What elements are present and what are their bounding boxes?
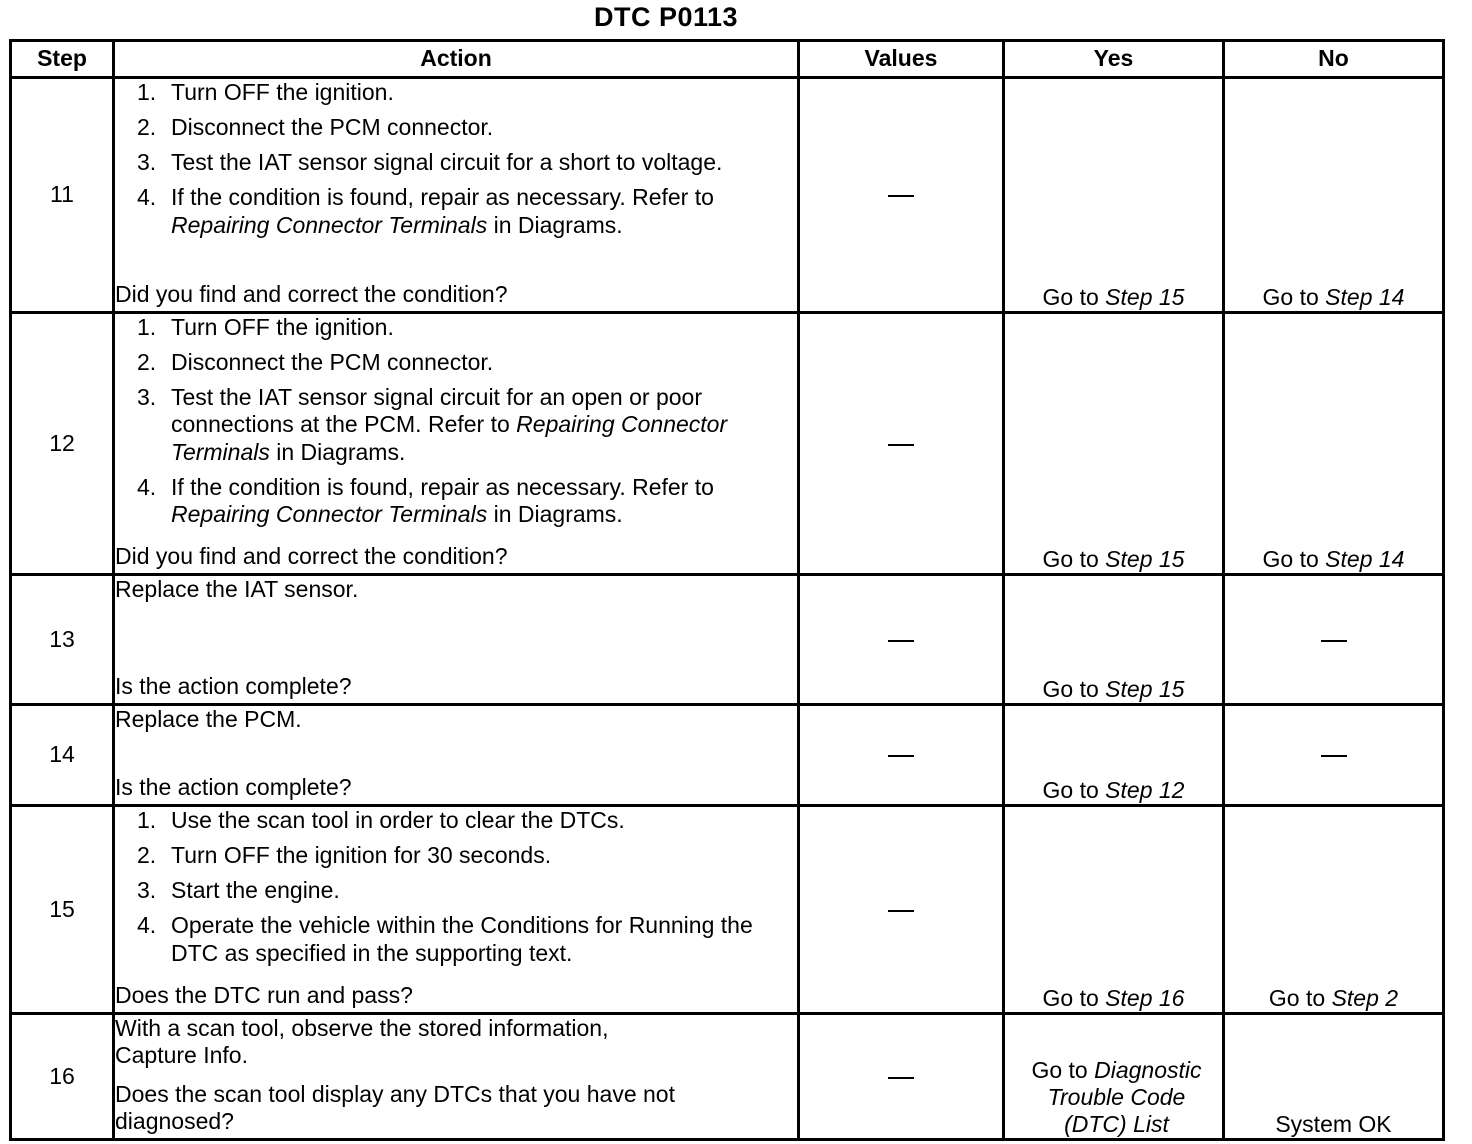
page-title: DTC P0113 (593, 2, 739, 32)
header-row (11, 41, 1444, 78)
step-number: 13 (11, 575, 114, 705)
list-item: 3. Test the IAT sensor signal circuit for an open or poor connections at the PCM. Refer to Repairing Connector Terminals in Diagrams. (137, 384, 728, 465)
yes-target: Step 15 (1105, 675, 1185, 702)
header-no: No (1224, 41, 1444, 78)
header-yes: Yes (1004, 41, 1224, 78)
table-row (11, 1014, 1444, 1140)
step-number: 12 (11, 313, 114, 575)
list-item: 4. If the condition is found, repair as necessary. Refer to Repairing Connector Terminals in Diagrams. (137, 184, 714, 238)
step-number: 16 (11, 1014, 114, 1140)
action-steps (115, 79, 797, 247)
question: Did you find and correct the condition? (115, 542, 508, 569)
list-item: 2. Turn OFF the ignition for 30 seconds. (137, 842, 552, 869)
question: Does the scan tool display any DTCs that you have not diagnosed? (115, 1080, 675, 1134)
yes-target: Diagnostic Trouble Code (DTC) List (1047, 1056, 1202, 1137)
table-row (11, 705, 1444, 806)
list-item: 4. Operate the vehicle within the Conditions for Running the DTC as specified in the supporting text. (137, 912, 753, 966)
em-dash (1321, 640, 1347, 642)
action-cell (114, 313, 799, 575)
table-row (11, 313, 1444, 575)
no-cell: Go to Step 2 (1224, 806, 1444, 1014)
step-number: 14 (11, 705, 114, 806)
yes-cell: Go to Step 15 (1004, 575, 1224, 705)
header-values: Values (799, 41, 1004, 78)
list-item: 1. Use the scan tool in order to clear the DTCs. (137, 807, 625, 833)
action-cell (114, 1014, 799, 1140)
em-dash (888, 1077, 914, 1079)
action-cell (114, 78, 799, 313)
step-number: 11 (11, 78, 114, 313)
values-cell (799, 313, 1004, 575)
yes-cell: Go to Step 12 (1004, 705, 1224, 806)
yes-cell: Go to Step 16 (1004, 806, 1224, 1014)
values-cell (799, 806, 1004, 1014)
instruction: Replace the PCM. (115, 706, 302, 732)
list-item: 3. Test the IAT sensor signal circuit for a short to voltage. (137, 149, 723, 176)
action-steps (115, 314, 797, 536)
list-item: 3. Start the engine. (137, 877, 340, 904)
yes-cell: Go to Step 15 (1004, 313, 1224, 575)
yes-cell: Go to Step 15 (1004, 78, 1224, 313)
no-cell: Go to Step 14 (1224, 78, 1444, 313)
values-cell (799, 575, 1004, 705)
step-number: 15 (11, 806, 114, 1014)
values-cell (799, 705, 1004, 806)
em-dash (888, 195, 914, 197)
yes-target: Step 15 (1105, 545, 1185, 572)
no-cell: System OK (1224, 1014, 1444, 1140)
instruction: With a scan tool, observe the stored information, Capture Info. (115, 1015, 609, 1069)
question: Is the action complete? (115, 773, 352, 800)
em-dash (888, 910, 914, 912)
question: Is the action complete? (115, 672, 352, 699)
em-dash (888, 755, 914, 757)
list-item: 1. Turn OFF the ignition. (137, 79, 394, 105)
question: Did you find and correct the condition? (115, 280, 508, 307)
no-target: Step 14 (1325, 545, 1405, 572)
table-row (11, 806, 1444, 1014)
no-cell (1224, 705, 1444, 806)
table-row (11, 78, 1444, 313)
list-item: 2. Disconnect the PCM connector. (137, 114, 494, 141)
em-dash (888, 444, 914, 446)
values-cell (799, 1014, 1004, 1140)
action-cell (114, 806, 799, 1014)
header-action: Action (114, 41, 799, 78)
header-step: Step (11, 41, 114, 78)
em-dash (888, 640, 914, 642)
action-steps (115, 807, 797, 975)
table-row (11, 575, 1444, 705)
diagnostic-table (9, 39, 1445, 1141)
yes-target: Step 12 (1105, 776, 1185, 803)
values-cell (799, 78, 1004, 313)
no-target: Step 14 (1325, 283, 1405, 310)
list-item: 2. Disconnect the PCM connector. (137, 349, 494, 376)
instruction: Replace the IAT sensor. (115, 576, 359, 602)
list-item: 4. If the condition is found, repair as necessary. Refer to Repairing Connector Terminals in Diagrams. (137, 473, 714, 527)
no-target: Step 2 (1331, 984, 1399, 1011)
question: Does the DTC run and pass? (115, 981, 413, 1008)
no-cell: Go to Step 14 (1224, 313, 1444, 575)
yes-cell: Go to Diagnostic Trouble Code (DTC) List (1004, 1014, 1224, 1140)
list-item: 1. Turn OFF the ignition. (137, 314, 394, 340)
yes-target: Step 16 (1105, 984, 1185, 1011)
em-dash (1321, 755, 1347, 757)
no-cell (1224, 575, 1444, 705)
action-cell (114, 705, 799, 806)
yes-target: Step 15 (1105, 283, 1185, 310)
action-cell (114, 575, 799, 705)
